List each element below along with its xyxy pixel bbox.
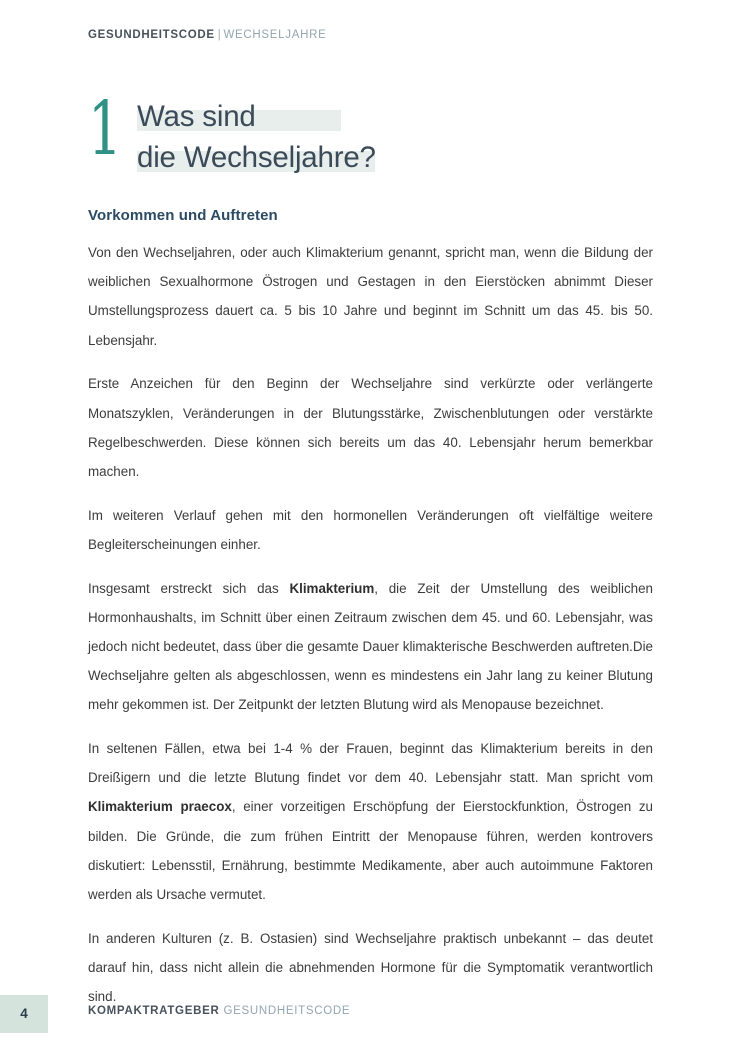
paragraph-4 (88, 574, 653, 720)
paragraph-5-part-a: In seltenen Fällen, etwa bei 1-4 % der Frauen, beginnt das Klimakterium bereits in den Dreißigern und die letzte Blutung findet vor dem 40. Lebensjahr statt. Man spricht vom (88, 741, 653, 786)
chapter-title-line-2 (137, 137, 658, 178)
page-number: 4 (20, 1006, 28, 1021)
paragraph-5 (88, 734, 653, 909)
paragraph-2: Erste Anzeichen für den Beginn der Wechseljahre sind verkürzte oder verlängerte Monatszyklen, Veränderungen in der Blutungsstärke, Zwischenblutungen oder verstärkte Regelbeschwerden. Diese können sich bereits um das 40. Lebensjahr herum bemerkbar machen. (88, 376, 653, 479)
chapter-title-line-1-text: Was sind (137, 100, 256, 133)
running-head (88, 29, 326, 41)
chapter-number: 1 (88, 86, 121, 172)
paragraph-5-part-b: , einer vorzeitigen Erschöpfung der Eierstockfunktion, Östrogen zu bilden. Die Gründe, die zum frühen Eintritt der Menopause führen, werden kontrovers diskutiert: Lebensstil, Ernährung, bestimmte Medikamente, aber auch autoimmune Faktoren werden als Ursache vermutet. (88, 799, 653, 903)
body-text (88, 238, 653, 1011)
running-head-brand: GESUNDHEITSCODE (88, 29, 215, 41)
paragraph-4-part-b: , die Zeit der Umstellung des weiblichen Hormonhaushalts, im Schnitt über einen Zeitraum zwischen dem 45. und 60. Lebensjahr, was jedoch nicht bedeutet, dass über die gesamte Dauer klimakterische Beschwerden auftreten.Die Wechseljahre gelten als abgeschlossen, wenn es mindestens ein Jahr lang zu keiner Blutung mehr gekommen ist. Der Zeitpunkt der letzten Blutung wird als Menopause bezeichnet. (88, 580, 654, 713)
footer-brand (88, 1005, 350, 1017)
paragraph-3: Im weiteren Verlauf gehen mit den hormonellen Veränderungen oft vielfältige weitere Begleiterscheinungen einher. (88, 507, 653, 552)
paragraph-6: In anderen Kulturen (z. B. Ostasien) sind Wechseljahre praktisch unbekannt – das deutet darauf hin, dass nicht allein die abnehmenden Hormone für die Symptomatik verantwortlich sind. (88, 930, 653, 1005)
paragraph-4-part-a: Insgesamt erstreckt sich das (88, 580, 290, 596)
section-heading: Vorkommen und Auftreten (88, 207, 278, 224)
page-title (137, 96, 658, 178)
term-klimakterium-praecox: Klimakterium praecox (88, 799, 232, 815)
paragraph-1: Von den Wechseljahren, oder auch Klimakterium genannt, spricht man, wenn die Bildung der weiblichen Sexualhormone Östrogen und Gestagen in den Eierstöcken abnimmt Dieser Umstellungsprozess dauert ca. 5 bis 10 Jahre und beginnt im Schnitt um das 45. bis 50. Lebensjahr. (88, 245, 653, 348)
chapter-title-line-1 (137, 96, 658, 137)
footer-brand-light: GESUNDHEITSCODE (223, 1005, 351, 1017)
term-klimakterium: Klimakterium (289, 580, 375, 596)
footer-brand-strong: KOMPAKTRATGEBER (88, 1005, 220, 1017)
page-number-badge (0, 995, 48, 1033)
chapter-heading-block (88, 86, 658, 178)
running-head-separator: | (217, 29, 222, 41)
chapter-title-line-2-text: die Wechseljahre? (137, 141, 376, 174)
running-head-section: WECHSELJAHRE (223, 29, 327, 41)
